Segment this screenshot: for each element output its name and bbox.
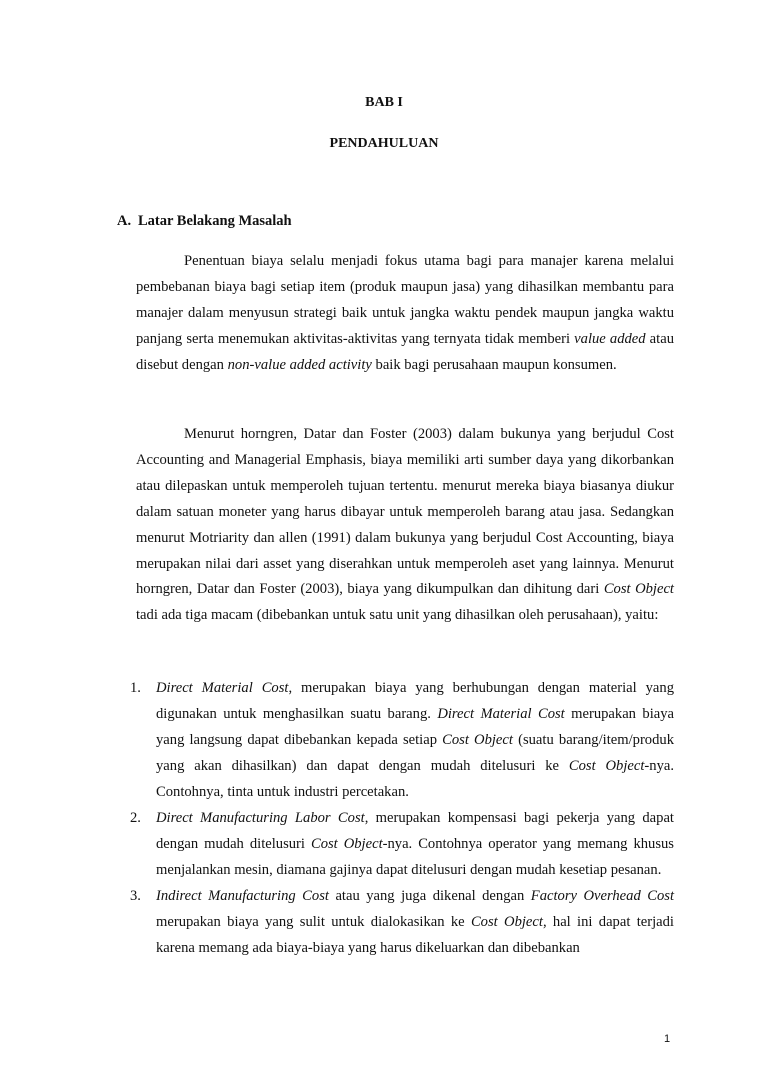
text-run: -nya. Contohnya, tinta untuk industri percetakan. xyxy=(156,758,674,800)
italic-term: Direct Material Cost xyxy=(437,706,565,722)
text-run: atau disebut dengan xyxy=(136,330,674,373)
italic-term: value added xyxy=(574,330,646,347)
list-item-text xyxy=(156,680,674,800)
text-run: -nya. Contohnya operator yang memang khusus menjalankan mesin, diamana gajinya dapat ditelusuri dengan mudah kesetiap pesanan. xyxy=(156,836,674,878)
list-item xyxy=(130,883,674,961)
text-run: , hal ini dapat terjadi karena memang ada biaya-biaya yang harus dikeluarkan dan dibebankan xyxy=(156,914,674,956)
text-run: Penentuan biaya selalu menjadi fokus utama bagi para manajer karena melalui pembebanan biaya bagi setiap item (produk maupun jasa) yang dihasilkan membantu para manajer dalam menyusun strategi baik untuk jangka waktu pendek maupun jangka waktu panjang serta menemukan aktivitas-aktivitas yang ternyata tidak memberi xyxy=(136,253,674,347)
text-run: (suatu barang/item/produk yang akan dihasilkan) dan dapat dengan mudah ditelusuri ke xyxy=(156,732,674,774)
italic-term: Direct Manufacturing Labor Cost xyxy=(156,810,365,826)
italic-term: Cost Object xyxy=(603,581,674,598)
list-item-number: 3. xyxy=(130,888,141,904)
paragraph-2 xyxy=(136,422,674,629)
italic-term: Factory Overhead Cost xyxy=(530,888,674,904)
cost-type-list xyxy=(130,675,675,961)
italic-term: Cost Object xyxy=(442,732,513,748)
chapter-title: PENDAHULUAN xyxy=(329,136,439,151)
italic-term: non-value added activity xyxy=(227,356,372,373)
list-item xyxy=(130,675,675,805)
italic-term: Cost Object xyxy=(310,836,383,852)
list-item-number: 1. xyxy=(130,680,141,696)
italic-term: Indirect Manufacturing Cost xyxy=(156,888,329,904)
text-run: merupakan biaya yang sulit untuk dialokasikan ke xyxy=(156,914,471,930)
paragraph-1 xyxy=(136,249,674,379)
italic-term: Direct Material Cost xyxy=(156,680,289,696)
italic-term: Cost Object xyxy=(470,914,543,930)
list-item-text xyxy=(156,810,674,878)
list-item xyxy=(130,805,674,883)
text-run: , merupakan kompensasi bagi pekerja yang dapat dengan mudah ditelusuri xyxy=(156,810,674,852)
text-run: baik bagi perusahaan maupun konsumen. xyxy=(371,356,617,373)
chapter-label: BAB I xyxy=(365,95,403,110)
section-title: Latar Belakang Masalah xyxy=(138,213,292,229)
text-run: merupakan biaya yang langsung dapat dibebankan kepada setiap xyxy=(156,706,674,748)
list-item-number: 2. xyxy=(130,810,141,826)
list-item-text xyxy=(156,888,674,956)
page-number: 1 xyxy=(664,1033,671,1045)
text-run: Menurut horngren, Datar dan Foster (2003) dalam bukunya yang berjudul Cost Accounting and Managerial Emphasis, biaya memiliki arti sumber daya yang dikorbankan atau dilepaskan untuk memperoleh tujuan tertentu. menurut mereka biaya biasanya diukur dalam satuan moneter yang harus dibayar untuk memperoleh barang atau jasa. Sedangkan menurut Motriarity dan allen (1991) dalam bukunya yang berjudul Cost Accounting, biaya merupakan nilai dari asset yang diserahkan untuk memperoleh aset yang lainnya. Menurut horngren, Datar dan Foster (2003), biaya yang dikumpulkan dan dihitung dari xyxy=(136,426,674,598)
italic-term: Cost Object xyxy=(568,758,645,774)
section-number: A. xyxy=(117,213,132,229)
text-run: atau yang juga dikenal dengan xyxy=(328,888,531,904)
text-run: tadi ada tiga macam (dibebankan untuk satu unit yang dihasilkan oleh perusahaan), yaitu: xyxy=(136,607,659,624)
text-run: , merupakan biaya yang berhubungan dengan material yang digunakan untuk menghasilkan suatu barang. xyxy=(156,680,675,722)
section-heading xyxy=(117,213,292,230)
